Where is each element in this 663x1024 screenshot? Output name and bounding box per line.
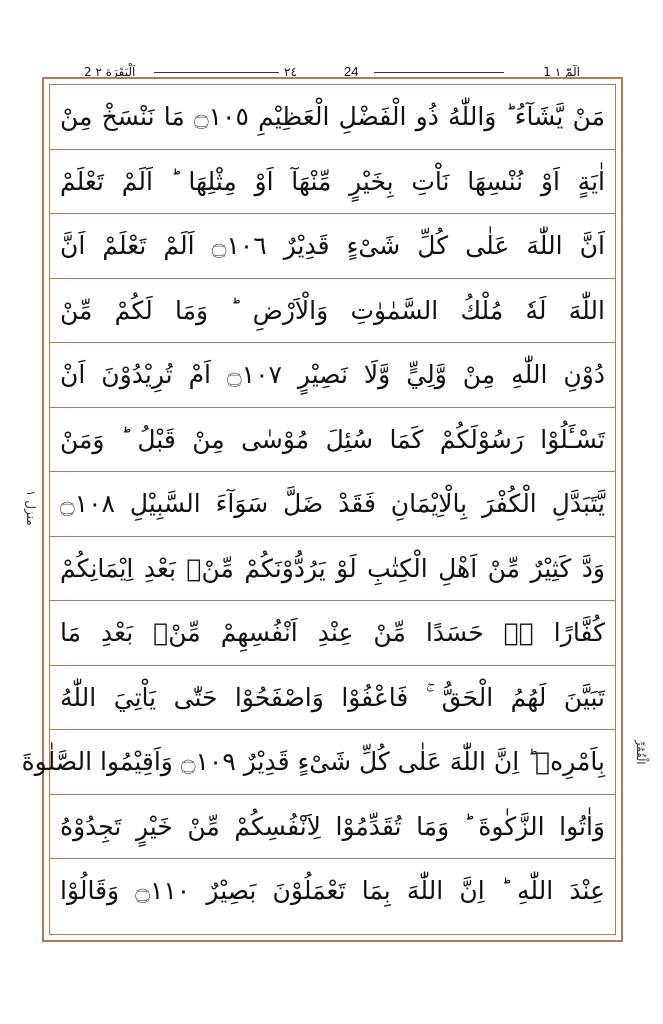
verse-line: تَسْـَٔلُوْا رَسُوْلَكُمْ كَمَا سُئِلَ مُوْسٰى مِنْ قَبْلُ ؕ وَمَنْ xyxy=(50,408,615,473)
verse-line: بِاَمْرِهٖ ؕ اِنَّ اللّٰهَ عَلٰى كُلِّ شَىْءٍ قَدِيْرٌ ۝١٠٩ وَاَقِيْمُوا الصَّلٰوةَ xyxy=(50,730,615,795)
verse-line: دُوْنِ اللّٰهِ مِنْ وَّلِيٍّ وَّلَا نَصِيْرٍ ۝١٠٧ اَمْ تُرِيْدُوْنَ اَنْ xyxy=(50,343,615,408)
page-number-arabic: ٢٤ xyxy=(284,65,297,79)
verse-line: عِنْدَ اللّٰهِ ؕ اِنَّ اللّٰهَ بِمَا تَعْمَلُوْنَ بَصِيْرٌ ۝١١٠ وَقَالُوْا xyxy=(60,876,605,905)
verse-line: اللّٰهَ لَهٗ مُلْكُ السَّمٰوٰتِ وَالْاَرْضِ ؕ وَمَا لَكُمْ مِّنْ xyxy=(50,279,615,344)
verse-line: اَنَّ اللّٰهَ عَلٰى كُلِّ شَىْءٍ قَدِيْرٌ ۝١٠٦ اَلَمْ تَعْلَمْ اَنَّ xyxy=(50,214,615,279)
verse-line: وَاٰتُوا الزَّكٰوةَ ؕ وَمَا تُقَدِّمُوْا لِاَنْفُسِكُمْ مِّنْ خَيْرٍ تَجِدُوْهُ xyxy=(50,795,615,860)
verse-line: تَبَيَّنَ لَهُمُ الْحَقُّ ۚ فَاعْفُوْا وَاصْفَحُوْا حَتّٰى يَاْتِيَ اللّٰهُ xyxy=(50,666,615,731)
verse-line: وَدَّ كَثِيْرٌ مِّنْ اَهْلِ الْكِتٰبِ لَوْ يَرُدُّوْنَكُمْ مِّنْۢ بَعْدِ اِيْمَانِكُمْ xyxy=(50,537,615,602)
page-number: 24 xyxy=(344,64,359,79)
header-rule-left xyxy=(154,72,279,73)
verse-line: اٰيَةٍ اَوْ نُنْسِهَا نَاْتِ بِخَيْرٍ مِّنْهَآ اَوْ مِثْلِهَا ؕ اَلَمْ تَعْلَمْ xyxy=(50,150,615,215)
ruku-marker: الْقُمُرِّ xyxy=(634,740,647,765)
header-rule-right xyxy=(374,72,504,73)
verse-line: كُفَّارًا ۚۖ حَسَدًا مِّنْ عِنْدِ اَنْفُسِهِمْ مِّنْۢ بَعْدِ مَا xyxy=(50,601,615,666)
surah-name-label: 2 اَلْبَقَرَة ٢ xyxy=(84,65,136,79)
manzil-marker: منزل ١ xyxy=(24,490,38,526)
verse-line: مَنْ يَّشَآءُ ؕ وَاللّٰهُ ذُو الْفَضْلِ الْعَظِيْمِ ۝١٠٥ مَا نَنْسَخْ مِنْ xyxy=(50,85,615,150)
verse-line: يَّتَبَدَّلِ الْكُفْرَ بِالْاِيْمَانِ فَقَدْ ضَلَّ سَوَآءَ السَّبِيْلِ ۝١٠٨ xyxy=(50,472,615,537)
juz-name-label: 1 الٓمّٓ ١ xyxy=(543,65,580,79)
